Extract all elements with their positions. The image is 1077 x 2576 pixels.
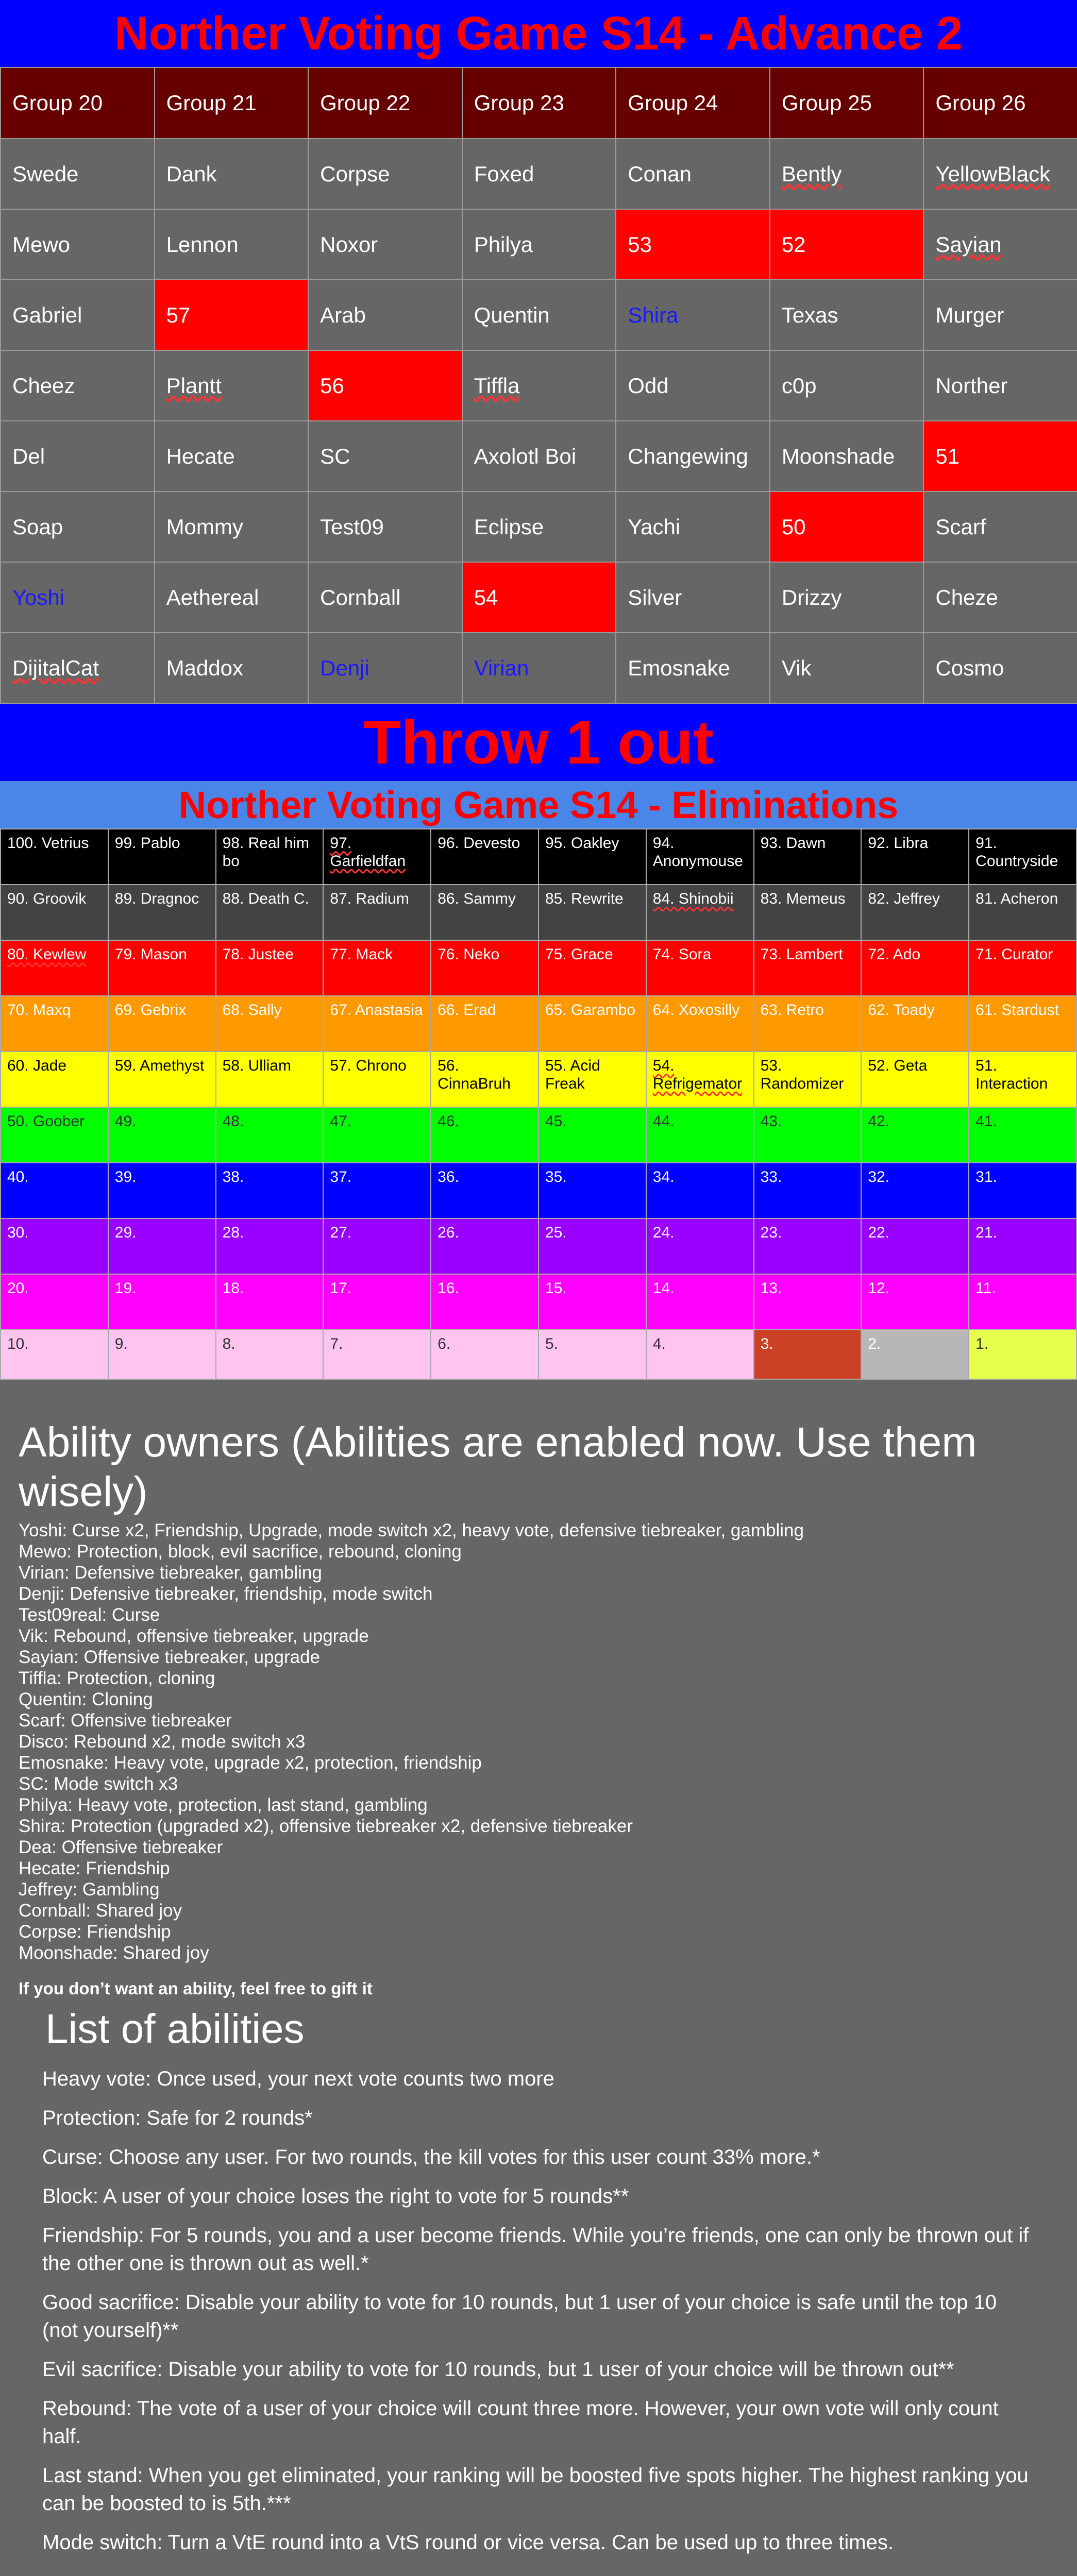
- owner-line: Shira: Protection (upgraded x2), offensive tiebreaker x2, defensive tiebreaker: [19, 1816, 633, 1836]
- elim-cell: 70. Maxq: [1, 996, 108, 1052]
- elim-cell: 59. Amethyst: [108, 1052, 216, 1107]
- owner-line: SC: Mode switch x3: [19, 1774, 178, 1794]
- elim-cell: 28.: [216, 1218, 324, 1274]
- elim-cell: 48.: [216, 1107, 324, 1163]
- elim-cell: 23.: [754, 1218, 862, 1274]
- owner-line: Denji: Defensive tiebreaker, friendship, mode switch: [19, 1584, 433, 1604]
- advance-cell: Vik: [770, 633, 924, 703]
- elim-cell: 22.: [861, 1218, 969, 1274]
- elim-row: [1, 1107, 1076, 1163]
- elim-row: [1, 1274, 1076, 1330]
- advance-cell: Tiffla: [462, 350, 616, 421]
- ability-owners-section: [0, 1391, 1077, 1998]
- elim-row: [1, 940, 1076, 996]
- advance-cell: Changewing: [616, 421, 770, 492]
- elim-cell: 30.: [1, 1218, 108, 1274]
- elim-cell: 63. Retro: [754, 996, 862, 1052]
- group-header: Group 21: [155, 67, 309, 139]
- elim-cell: 84. Shinobii: [646, 885, 754, 940]
- advance-row: [1, 562, 1077, 633]
- advance-cell: Mommy: [155, 492, 309, 562]
- advance-cell: Virian: [462, 633, 616, 703]
- ability-item: Friendship: For 5 rounds, you and a user become friends. While you’re friends, one can only be thrown out if the other one is thrown out as well.*: [42, 2224, 1029, 2275]
- advance-cell: Cosmo: [923, 633, 1077, 703]
- advance-cell: 56: [308, 350, 462, 421]
- elim-cell: 42.: [861, 1107, 969, 1163]
- advance-cell: Drizzy: [770, 562, 924, 633]
- advance-cell: Philya: [462, 209, 616, 280]
- elim-cell: 98. Real him bo: [216, 829, 324, 885]
- elim-cell: 69. Gebrix: [108, 996, 216, 1052]
- eliminations-title: Norther Voting Game S14 - Eliminations: [0, 781, 1077, 828]
- elim-cell: 41.: [969, 1107, 1076, 1163]
- advance-cell: Maddox: [155, 633, 309, 703]
- advance-row: [1, 633, 1077, 703]
- abilities-section: [0, 2004, 1077, 2576]
- elim-cell: 73. Lambert: [754, 940, 862, 996]
- abilities-title: List of abilities: [45, 2006, 305, 2052]
- advance-cell: Foxed: [462, 139, 616, 209]
- advance-cell: YellowBlack: [923, 139, 1077, 209]
- advance-row: [1, 492, 1077, 562]
- advance-cell: Moonshade: [770, 421, 924, 492]
- owner-line: Dea: Offensive tiebreaker: [19, 1837, 223, 1857]
- elim-row: [1, 885, 1076, 940]
- advance-cell: Bently: [770, 139, 924, 209]
- elim-cell: 40.: [1, 1163, 108, 1218]
- gift-note: If you don’t want an ability, feel free to gift it: [19, 1979, 373, 1998]
- elim-cell: 25.: [538, 1218, 646, 1274]
- advance-cell: Dank: [155, 139, 309, 209]
- elim-cell: 31.: [969, 1163, 1076, 1218]
- advance-cell: Cheez: [1, 350, 155, 421]
- elim-cell: 45.: [538, 1107, 646, 1163]
- elim-cell: 9.: [108, 1330, 216, 1379]
- elim-cell: 29.: [108, 1218, 216, 1274]
- elim-cell: 52. Geta: [861, 1052, 969, 1107]
- elim-cell: 46.: [431, 1107, 538, 1163]
- elim-cell: 1.: [969, 1330, 1076, 1379]
- advance-cell: 57: [155, 280, 309, 350]
- owner-line: Scarf: Offensive tiebreaker: [19, 1710, 232, 1731]
- throw-out-banner: Throw 1 out: [0, 704, 1077, 781]
- advance-cell: Swede: [1, 139, 155, 209]
- advance-cell: Hecate: [155, 421, 309, 492]
- elim-cell: 17.: [323, 1274, 431, 1330]
- eliminations-table: [0, 828, 1077, 1380]
- ability-item: Last stand: When you get eliminated, your ranking will be boosted five spots higher. The highest ranking you can be boosted to is 5th.***: [42, 2464, 1029, 2515]
- group-header: Group 25: [770, 67, 924, 139]
- advance-cell: Noxor: [308, 209, 462, 280]
- elim-cell: 7.: [323, 1330, 431, 1379]
- elim-cell: 37.: [323, 1163, 431, 1218]
- elim-cell: 18.: [216, 1274, 324, 1330]
- ability-owners-title: Ability owners (Abilities are enabled now. Use them wisely): [19, 1419, 977, 1515]
- elim-cell: 26.: [431, 1218, 538, 1274]
- advance-row: [1, 350, 1077, 421]
- owner-line: Vik: Rebound, offensive tiebreaker, upgrade: [19, 1626, 369, 1646]
- advance-cell: Test09: [308, 492, 462, 562]
- elim-cell: 78. Justee: [216, 940, 324, 996]
- elim-cell: 5.: [538, 1330, 646, 1379]
- group-header: Group 20: [1, 67, 155, 139]
- elim-cell: 35.: [538, 1163, 646, 1218]
- advance-cell: Lennon: [155, 209, 309, 280]
- ability-item: Protection: Safe for 2 rounds*: [42, 2107, 313, 2129]
- advance-cell: Arab: [308, 280, 462, 350]
- ability-owners-list: [19, 1520, 1058, 1963]
- group-header: Group 24: [616, 67, 770, 139]
- elim-row: [1, 829, 1076, 885]
- group-header: Group 22: [308, 67, 462, 139]
- elim-cell: 62. Toady: [861, 996, 969, 1052]
- owner-line: Mewo: Protection, block, evil sacrifice, rebound, cloning: [19, 1541, 462, 1562]
- owner-line: Moonshade: Shared joy: [19, 1943, 209, 1963]
- elim-cell: 82. Jeffrey: [861, 885, 969, 940]
- owner-line: Yoshi: Curse x2, Friendship, Upgrade, mode switch x2, heavy vote, defensive tiebreaker, gambling: [19, 1520, 804, 1540]
- elim-cell: 36.: [431, 1163, 538, 1218]
- elim-cell: 58. Ulliam: [216, 1052, 324, 1107]
- elim-cell: 2.: [861, 1330, 969, 1379]
- advance-cell: DijitalCat: [1, 633, 155, 703]
- abilities-list: [42, 2065, 1035, 2576]
- elim-cell: 68. Sally: [216, 996, 324, 1052]
- owner-line: Tiffla: Protection, cloning: [19, 1668, 215, 1688]
- elim-cell: 50. Goober: [1, 1107, 108, 1163]
- ability-item: Mode switch: Turn a VtE round into a VtS round or vice versa. Can be used up to three times.: [42, 2531, 894, 2554]
- group-header: Group 26: [923, 67, 1077, 139]
- elim-cell: 24.: [646, 1218, 754, 1274]
- advance-cell: Soap: [1, 492, 155, 562]
- advance-header-row: [1, 67, 1077, 139]
- advance-cell: Yachi: [616, 492, 770, 562]
- owner-line: Quentin: Cloning: [19, 1689, 153, 1709]
- owner-line: Disco: Rebound x2, mode switch x3: [19, 1732, 306, 1752]
- advance-cell: 50: [770, 492, 924, 562]
- owner-line: Emosnake: Heavy vote, upgrade x2, protection, friendship: [19, 1753, 482, 1773]
- advance-cell: 52: [770, 209, 924, 280]
- advance-cell: Eclipse: [462, 492, 616, 562]
- elim-cell: 65. Garambo: [538, 996, 646, 1052]
- elim-cell: 54. Refrigemator: [646, 1052, 754, 1107]
- elim-cell: 64. Xoxosilly: [646, 996, 754, 1052]
- elim-cell: 87. Radium: [323, 885, 431, 940]
- elim-cell: 90. Groovik: [1, 885, 108, 940]
- advance-cell: c0p: [770, 350, 924, 421]
- advance-cell: Scarf: [923, 492, 1077, 562]
- elim-cell: 74. Sora: [646, 940, 754, 996]
- elim-cell: 20.: [1, 1274, 108, 1330]
- advance-cell: Quentin: [462, 280, 616, 350]
- ability-item: Heavy vote: Once used, your next vote counts two more: [42, 2067, 554, 2090]
- advance-cell: Odd: [616, 350, 770, 421]
- advance-cell: Corpse: [308, 139, 462, 209]
- elim-cell: 71. Curator: [969, 940, 1076, 996]
- advance-cell: Sayian: [923, 209, 1077, 280]
- elim-cell: 86. Sammy: [431, 885, 538, 940]
- elim-row: [1, 1218, 1076, 1274]
- ability-item: Curse: Choose any user. For two rounds, the kill votes for this user count 33% more.*: [42, 2146, 820, 2168]
- elim-cell: 8.: [216, 1330, 324, 1379]
- elim-cell: 79. Mason: [108, 940, 216, 996]
- elim-cell: 94. Anonymouse: [646, 829, 754, 885]
- owner-line: Virian: Defensive tiebreaker, gambling: [19, 1563, 322, 1583]
- advance-cell: Denji: [308, 633, 462, 703]
- elim-row: [1, 1330, 1076, 1379]
- elim-row: [1, 996, 1076, 1052]
- owner-line: Jeffrey: Gambling: [19, 1879, 160, 1900]
- elim-cell: 85. Rewrite: [538, 885, 646, 940]
- elim-cell: 21.: [969, 1218, 1076, 1274]
- elim-cell: 4.: [646, 1330, 754, 1379]
- elim-cell: 6.: [431, 1330, 538, 1379]
- elim-row: [1, 1163, 1076, 1218]
- elim-cell: 67. Anastasia: [323, 996, 431, 1052]
- advance-row: [1, 209, 1077, 280]
- elim-cell: 93. Dawn: [754, 829, 862, 885]
- advance-cell: Norther: [923, 350, 1077, 421]
- elim-cell: 13.: [754, 1274, 862, 1330]
- elim-cell: 34.: [646, 1163, 754, 1218]
- advance-cell: 51: [923, 421, 1077, 492]
- advance-cell: Yoshi: [1, 562, 155, 633]
- elim-cell: 33.: [754, 1163, 862, 1218]
- elim-cell: 60. Jade: [1, 1052, 108, 1107]
- advance-cell: Aethereal: [155, 562, 309, 633]
- elim-cell: 14.: [646, 1274, 754, 1330]
- advance-title: Norther Voting Game S14 - Advance 2: [0, 0, 1077, 67]
- advance-cell: Cornball: [308, 562, 462, 633]
- elim-cell: 38.: [216, 1163, 324, 1218]
- advance-cell: Conan: [616, 139, 770, 209]
- advance-cell: Gabriel: [1, 280, 155, 350]
- elim-cell: 32.: [861, 1163, 969, 1218]
- advance-cell: SC: [308, 421, 462, 492]
- elim-row: [1, 1052, 1076, 1107]
- elim-cell: 72. Ado: [861, 940, 969, 996]
- advance-cell: Del: [1, 421, 155, 492]
- elim-cell: 96. Devesto: [431, 829, 538, 885]
- owner-line: Philya: Heavy vote, protection, last stand, gambling: [19, 1795, 428, 1815]
- ability-item: Block: A user of your choice loses the right to vote for 5 rounds**: [42, 2185, 629, 2208]
- elim-cell: 76. Neko: [431, 940, 538, 996]
- advance-cell: Cheze: [923, 562, 1077, 633]
- elim-cell: 15.: [538, 1274, 646, 1330]
- elim-cell: 3.: [754, 1330, 862, 1379]
- advance-cell: Mewo: [1, 209, 155, 280]
- elim-cell: 95. Oakley: [538, 829, 646, 885]
- advance-cell: Murger: [923, 280, 1077, 350]
- elim-cell: 92. Libra: [861, 829, 969, 885]
- elim-cell: 97. Garfieldfan: [323, 829, 431, 885]
- elim-cell: 100. Vetrius: [1, 829, 108, 885]
- elim-cell: 75. Grace: [538, 940, 646, 996]
- elim-cell: 11.: [969, 1274, 1076, 1330]
- ability-item: Good sacrifice: Disable your ability to vote for 10 rounds, but 1 user of your choice is safe until the top 10 (not yourself)**: [42, 2291, 997, 2342]
- spacer: [42, 2556, 1035, 2576]
- elim-cell: 83. Memeus: [754, 885, 862, 940]
- elim-cell: 55. Acid Freak: [538, 1052, 646, 1107]
- elim-cell: 56. CinnaBruh: [431, 1052, 538, 1107]
- ability-item: Evil sacrifice: Disable your ability to vote for 10 rounds, but 1 user of your choice will be thrown out**: [42, 2358, 954, 2381]
- elim-cell: 12.: [861, 1274, 969, 1330]
- elim-cell: 27.: [323, 1218, 431, 1274]
- advance-cell: Axolotl Boi: [462, 421, 616, 492]
- elim-cell: 10.: [1, 1330, 108, 1379]
- advance-table: [0, 67, 1077, 704]
- advance-cell: Shira: [616, 280, 770, 350]
- elim-cell: 61. Stardust: [969, 996, 1076, 1052]
- elim-cell: 44.: [646, 1107, 754, 1163]
- owner-line: Corpse: Friendship: [19, 1922, 171, 1942]
- elim-cell: 39.: [108, 1163, 216, 1218]
- ability-item: Rebound: The vote of a user of your choice will count three more. However, your own vote will only count half.: [42, 2397, 999, 2448]
- owner-line: Hecate: Friendship: [19, 1858, 170, 1878]
- elim-cell: 80. Kewlew: [1, 940, 108, 996]
- advance-cell: 53: [616, 209, 770, 280]
- advance-row: [1, 421, 1077, 492]
- advance-cell: Texas: [770, 280, 924, 350]
- elim-cell: 57. Chrono: [323, 1052, 431, 1107]
- advance-cell: 54: [462, 562, 616, 633]
- elim-cell: 47.: [323, 1107, 431, 1163]
- elim-cell: 53. Randomizer: [754, 1052, 862, 1107]
- elim-cell: 77. Mack: [323, 940, 431, 996]
- owner-line: Cornball: Shared joy: [19, 1901, 182, 1921]
- elim-cell: 16.: [431, 1274, 538, 1330]
- elim-cell: 88. Death C.: [216, 885, 324, 940]
- elim-cell: 91. Countryside: [969, 829, 1076, 885]
- advance-cell: Plantt: [155, 350, 309, 421]
- advance-row: [1, 280, 1077, 350]
- elim-cell: 19.: [108, 1274, 216, 1330]
- elim-cell: 51. Interaction: [969, 1052, 1076, 1107]
- advance-cell: Silver: [616, 562, 770, 633]
- elim-cell: 66. Erad: [431, 996, 538, 1052]
- elim-cell: 43.: [754, 1107, 862, 1163]
- elim-cell: 99. Pablo: [108, 829, 216, 885]
- owner-line: Sayian: Offensive tiebreaker, upgrade: [19, 1647, 321, 1667]
- group-header: Group 23: [462, 67, 616, 139]
- owner-line: Test09real: Curse: [19, 1605, 160, 1625]
- advance-row: [1, 139, 1077, 209]
- elim-cell: 89. Dragnoc: [108, 885, 216, 940]
- elim-cell: 81. Acheron: [969, 885, 1076, 940]
- elim-cell: 49.: [108, 1107, 216, 1163]
- advance-cell: Emosnake: [616, 633, 770, 703]
